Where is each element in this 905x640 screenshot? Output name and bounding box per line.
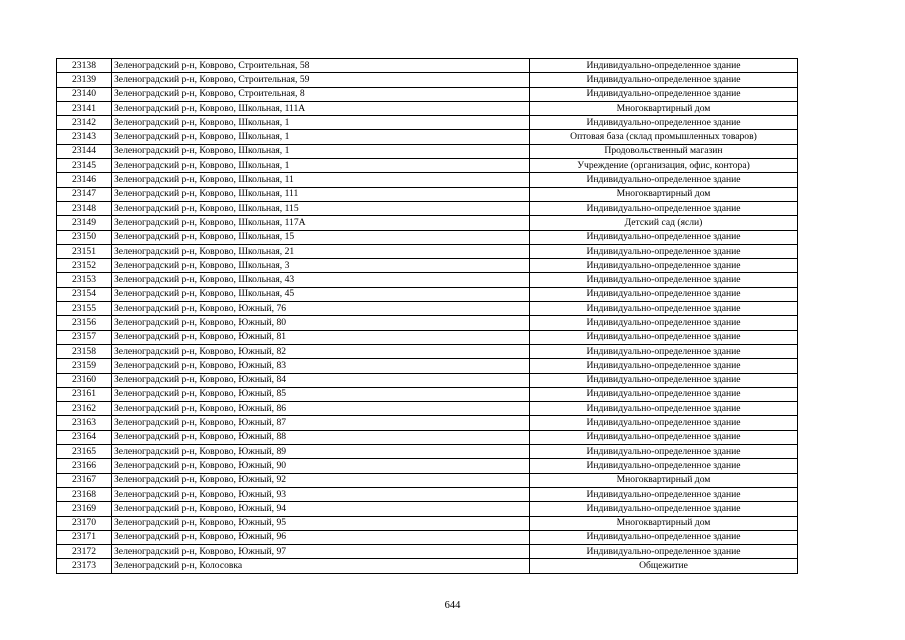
address-cell: Зеленоградский р-н, Коврово, Южный, 97 <box>112 545 530 559</box>
address-cell: Зеленоградский р-н, Коврово, Южный, 90 <box>112 459 530 473</box>
row-number-cell: 23163 <box>57 416 112 430</box>
table-row <box>57 416 798 430</box>
table-row <box>57 173 798 187</box>
table-row <box>57 373 798 387</box>
address-cell: Зеленоградский р-н, Коврово, Школьная, 43 <box>112 273 530 287</box>
object-type-cell: Индивидуально-определенное здание <box>530 73 798 87</box>
table-row <box>57 201 798 215</box>
table-row <box>57 73 798 87</box>
table-row <box>57 330 798 344</box>
object-type-cell: Индивидуально-определенное здание <box>530 502 798 516</box>
table-row <box>57 116 798 130</box>
object-type-cell: Многоквартирный дом <box>530 101 798 115</box>
address-cell: Зеленоградский р-н, Коврово, Школьная, 1 <box>112 130 530 144</box>
address-cell: Зеленоградский р-н, Коврово, Школьная, 115 <box>112 201 530 215</box>
row-number-cell: 23139 <box>57 73 112 87</box>
row-number-cell: 23148 <box>57 201 112 215</box>
address-cell: Зеленоградский р-н, Коврово, Южный, 82 <box>112 344 530 358</box>
object-type-cell: Индивидуально-определенное здание <box>530 373 798 387</box>
table-row <box>57 402 798 416</box>
object-type-cell: Индивидуально-определенное здание <box>530 316 798 330</box>
object-type-cell: Индивидуально-определенное здание <box>530 273 798 287</box>
object-type-cell: Индивидуально-определенное здание <box>530 430 798 444</box>
table-row <box>57 87 798 101</box>
table-row <box>57 259 798 273</box>
table-row <box>57 59 798 73</box>
table-row <box>57 230 798 244</box>
address-cell: Зеленоградский р-н, Коврово, Строительная, 59 <box>112 73 530 87</box>
object-type-cell: Индивидуально-определенное здание <box>530 244 798 258</box>
row-number-cell: 23160 <box>57 373 112 387</box>
table-row <box>57 344 798 358</box>
object-type-cell: Индивидуально-определенное здание <box>530 259 798 273</box>
object-type-cell: Индивидуально-определенное здание <box>530 530 798 544</box>
row-number-cell: 23158 <box>57 344 112 358</box>
table-row <box>57 216 798 230</box>
row-number-cell: 23170 <box>57 516 112 530</box>
address-cell: Зеленоградский р-н, Коврово, Южный, 85 <box>112 387 530 401</box>
object-type-cell: Индивидуально-определенное здание <box>530 59 798 73</box>
row-number-cell: 23145 <box>57 159 112 173</box>
address-cell: Зеленоградский р-н, Коврово, Южный, 86 <box>112 402 530 416</box>
address-cell: Зеленоградский р-н, Коврово, Школьная, 117А <box>112 216 530 230</box>
object-type-cell: Индивидуально-определенное здание <box>530 330 798 344</box>
row-number-cell: 23167 <box>57 473 112 487</box>
object-type-cell: Учреждение (организация, офис, контора) <box>530 159 798 173</box>
address-cell: Зеленоградский р-н, Коврово, Школьная, 15 <box>112 230 530 244</box>
object-type-cell: Индивидуально-определенное здание <box>530 402 798 416</box>
row-number-cell: 23151 <box>57 244 112 258</box>
object-type-cell: Многоквартирный дом <box>530 516 798 530</box>
address-cell: Зеленоградский р-н, Коврово, Школьная, 111А <box>112 101 530 115</box>
object-type-cell: Многоквартирный дом <box>530 473 798 487</box>
table-row <box>57 159 798 173</box>
row-number-cell: 23173 <box>57 559 112 573</box>
row-number-cell: 23143 <box>57 130 112 144</box>
address-cell: Зеленоградский р-н, Коврово, Школьная, 3 <box>112 259 530 273</box>
object-type-cell: Индивидуально-определенное здание <box>530 287 798 301</box>
table-row <box>57 430 798 444</box>
table-row <box>57 273 798 287</box>
address-cell: Зеленоградский р-н, Коврово, Южный, 94 <box>112 502 530 516</box>
row-number-cell: 23150 <box>57 230 112 244</box>
address-cell: Зеленоградский р-н, Коврово, Южный, 96 <box>112 530 530 544</box>
row-number-cell: 23161 <box>57 387 112 401</box>
address-cell: Зеленоградский р-н, Коврово, Южный, 76 <box>112 302 530 316</box>
object-type-cell: Индивидуально-определенное здание <box>530 116 798 130</box>
row-number-cell: 23141 <box>57 101 112 115</box>
object-type-cell: Индивидуально-определенное здание <box>530 416 798 430</box>
table-row <box>57 359 798 373</box>
row-number-cell: 23164 <box>57 430 112 444</box>
address-cell: Зеленоградский р-н, Коврово, Южный, 81 <box>112 330 530 344</box>
table-row <box>57 244 798 258</box>
table-row <box>57 487 798 501</box>
row-number-cell: 23169 <box>57 502 112 516</box>
object-type-cell: Детский сад (ясли) <box>530 216 798 230</box>
object-type-cell: Индивидуально-определенное здание <box>530 359 798 373</box>
table-row <box>57 187 798 201</box>
address-cell: Зеленоградский р-н, Коврово, Школьная, 1 <box>112 159 530 173</box>
row-number-cell: 23149 <box>57 216 112 230</box>
address-cell: Зеленоградский р-н, Коврово, Южный, 95 <box>112 516 530 530</box>
row-number-cell: 23153 <box>57 273 112 287</box>
row-number-cell: 23154 <box>57 287 112 301</box>
table-row <box>57 502 798 516</box>
row-number-cell: 23172 <box>57 545 112 559</box>
table-row <box>57 459 798 473</box>
address-cell: Зеленоградский р-н, Коврово, Южный, 89 <box>112 445 530 459</box>
address-cell: Зеленоградский р-н, Коврово, Южный, 88 <box>112 430 530 444</box>
object-type-cell: Индивидуально-определенное здание <box>530 201 798 215</box>
address-cell: Зеленоградский р-н, Коврово, Южный, 87 <box>112 416 530 430</box>
address-cell: Зеленоградский р-н, Коврово, Южный, 80 <box>112 316 530 330</box>
table-row <box>57 130 798 144</box>
address-cell: Зеленоградский р-н, Коврово, Южный, 84 <box>112 373 530 387</box>
table-row <box>57 144 798 158</box>
row-number-cell: 23147 <box>57 187 112 201</box>
row-number-cell: 23168 <box>57 487 112 501</box>
address-cell: Зеленоградский р-н, Коврово, Школьная, 1 <box>112 144 530 158</box>
row-number-cell: 23159 <box>57 359 112 373</box>
row-number-cell: 23155 <box>57 302 112 316</box>
row-number-cell: 23142 <box>57 116 112 130</box>
row-number-cell: 23165 <box>57 445 112 459</box>
row-number-cell: 23140 <box>57 87 112 101</box>
object-type-cell: Общежитие <box>530 559 798 573</box>
address-cell: Зеленоградский р-н, Коврово, Школьная, 21 <box>112 244 530 258</box>
table-row <box>57 445 798 459</box>
object-type-cell: Индивидуально-определенное здание <box>530 87 798 101</box>
table-row <box>57 101 798 115</box>
table-row <box>57 516 798 530</box>
row-number-cell: 23171 <box>57 530 112 544</box>
address-cell: Зеленоградский р-н, Коврово, Южный, 93 <box>112 487 530 501</box>
row-number-cell: 23156 <box>57 316 112 330</box>
object-type-cell: Продовольственный магазин <box>530 144 798 158</box>
row-number-cell: 23152 <box>57 259 112 273</box>
table-row <box>57 473 798 487</box>
address-cell: Зеленоградский р-н, Коврово, Строительная, 8 <box>112 87 530 101</box>
object-type-cell: Многоквартирный дом <box>530 187 798 201</box>
table-row <box>57 287 798 301</box>
address-cell: Зеленоградский р-н, Коврово, Строительная, 58 <box>112 59 530 73</box>
object-type-cell: Оптовая база (склад промышленных товаров) <box>530 130 798 144</box>
address-cell: Зеленоградский р-н, Коврово, Школьная, 45 <box>112 287 530 301</box>
address-cell: Зеленоградский р-н, Коврово, Южный, 92 <box>112 473 530 487</box>
row-number-cell: 23138 <box>57 59 112 73</box>
address-cell: Зеленоградский р-н, Коврово, Южный, 83 <box>112 359 530 373</box>
row-number-cell: 23162 <box>57 402 112 416</box>
property-register-table <box>56 58 798 574</box>
object-type-cell: Индивидуально-определенное здание <box>530 230 798 244</box>
object-type-cell: Индивидуально-определенное здание <box>530 302 798 316</box>
object-type-cell: Индивидуально-определенное здание <box>530 173 798 187</box>
table-row <box>57 559 798 573</box>
table-row <box>57 302 798 316</box>
address-cell: Зеленоградский р-н, Колосовка <box>112 559 530 573</box>
object-type-cell: Индивидуально-определенное здание <box>530 344 798 358</box>
address-cell: Зеленоградский р-н, Коврово, Школьная, 1 <box>112 116 530 130</box>
row-number-cell: 23144 <box>57 144 112 158</box>
table-row <box>57 316 798 330</box>
object-type-cell: Индивидуально-определенное здание <box>530 445 798 459</box>
table-body <box>57 59 798 574</box>
object-type-cell: Индивидуально-определенное здание <box>530 387 798 401</box>
table-row <box>57 545 798 559</box>
page-number: 644 <box>444 600 461 611</box>
address-cell: Зеленоградский р-н, Коврово, Школьная, 111 <box>112 187 530 201</box>
object-type-cell: Индивидуально-определенное здание <box>530 545 798 559</box>
row-number-cell: 23146 <box>57 173 112 187</box>
row-number-cell: 23166 <box>57 459 112 473</box>
address-cell: Зеленоградский р-н, Коврово, Школьная, 11 <box>112 173 530 187</box>
object-type-cell: Индивидуально-определенное здание <box>530 487 798 501</box>
object-type-cell: Индивидуально-определенное здание <box>530 459 798 473</box>
table-row <box>57 530 798 544</box>
table-row <box>57 387 798 401</box>
row-number-cell: 23157 <box>57 330 112 344</box>
